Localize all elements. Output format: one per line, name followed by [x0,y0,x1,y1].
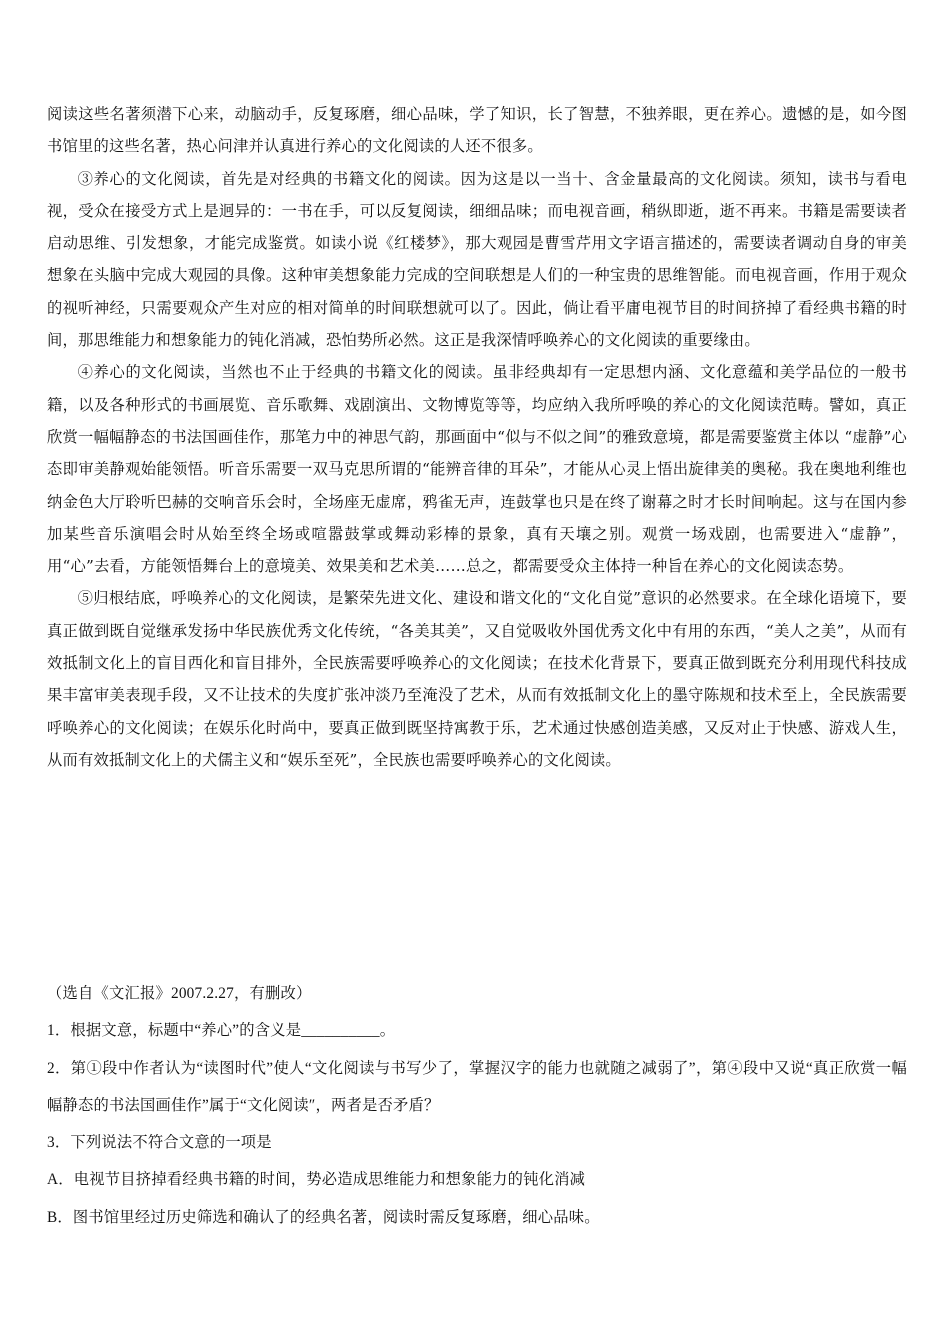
paragraph-continued: 阅读这些名著须潜下心来，动脑动手，反复琢磨，细心品味，学了知识，长了智慧，不独养眼，更在养心。遗憾的是，如今图书馆里的这些名著，热心问津并认真进行养心的文化阅读的人还不很多。 [47,105,907,156]
option-a: A．电视节目挤掉看经典书籍的时间，势必造成思维能力和想象能力的钝化消减 [47,1171,586,1189]
source-citation: （选自《文汇报》2007.2.27，有删改） [47,985,312,1002]
option-b: B．图书馆里经过历史筛选和确认了的经典名著，阅读时需反复琢磨，细心品味。 [47,1208,600,1226]
question-2: 2．第①段中作者认为“读图时代”使人“文化阅读与书写少了，掌握汉字的能力也就随之减弱了”，第④段中又说“真正欣赏一幅幅静态的书法国画佳作”属于“文化阅读″，两者是否矛盾？ [47,1059,907,1114]
question-1: 1．根据文意，标题中“养心”的含义是__________。 [47,1022,396,1040]
article-body [47,98,907,776]
question-section [47,975,907,1236]
paragraph-5: ⑤归根结底，呼唤养心的文化阅读，是繁荣先进文化、建设和谐文化的“文化自觉”意识的必然要求。在全球化语境下，要真正做到既自觉继承发扬中华民族优秀文化传统，“各美其美”，又自觉吸收外国优秀文化中有用的东西，“美人之美”，从而有效抵制文化上的盲目西化和盲目排外，全民族需要呼唤养心的文化阅读；在技术化背景下，要真正做到既充分利用现代科技成果丰富审美表现手段，又不让技术的失度扩张冲淡乃至淹没了艺术，从而有效抵制文化上的墨守陈规和技术至上，全民族需要呼唤养心的文化阅读；在娱乐化时尚中，要真正做到既坚持寓教于乐，艺术通过快感创造美感，又反对止于快感、游戏人生，从而有效抵制文化上的犬儒主义和“娱乐至死”，全民族也需要呼唤养心的文化阅读。 [47,589,907,769]
paragraph-3: ③养心的文化阅读，首先是对经典的书籍文化的阅读。因为这是以一当十、含金量最高的文化阅读。须知，读书与看电视，受众在接受方式上是迥异的：一书在手，可以反复阅读，细细品味；而电视音画，稍纵即逝，逝不再来。书籍是需要读者启动思维、引发想象，才能完成鉴赏。如读小说《红楼梦》，那大观园是曹雪芹用文字语言描述的，需要读者调动自身的审美想象在头脑中完成大观园的具像。这种审美想象能力完成的空间联想是人们的一种宝贵的思维智能。而电视音画，作用于观众的视听神经，只需要观众产生对应的相对简单的时间联想就可以了。因此，倘让看平庸电视节目的时间挤掉了看经典书籍的时间，那思维能力和想象能力的钝化消减，恐怕势所必然。这正是我深情呼唤养心的文化阅读的重要缘由。 [47,169,907,350]
question-3: 3．下列说法不符合文意的一项是 [47,1134,272,1152]
paragraph-4: ④养心的文化阅读，当然也不止于经典的书籍文化的阅读。虽非经典却有一定思想内涵、文化意蕴和美学品位的一般书籍，以及各种形式的书画展览、音乐歌舞、戏剧演出、文物博览等等，均应纳入我所呼唤的养心的文化阅读范畴。譬如，真正欣赏一幅幅静态的书法国画佳作，那笔力中的神思气韵，那画面中“似与不似之间”的雅致意境，都是需要鉴赏主体以 “虚静”心态即审美静观始能领悟。听音乐需要一双马克思所谓的“能辨音律的耳朵”，才能从心灵上悟出旋律美的奥秘。我在奥地利维也纳金色大厅聆听巴赫的交响音乐会时，全场座无虚席，鸦雀无声，连鼓掌也只是在终了谢幕之时才长时间响起。这与在国内参加某些音乐演唱会时从始至终全场或喧嚣鼓掌或舞动彩棒的景象，真有天壤之别。观赏一场戏剧，也需要进入“虚静”，用“心”去看，方能领悟舞台上的意境美、效果美和艺术美……总之，都需要受众主体持一种旨在养心的文化阅读态势。 [47,363,907,576]
